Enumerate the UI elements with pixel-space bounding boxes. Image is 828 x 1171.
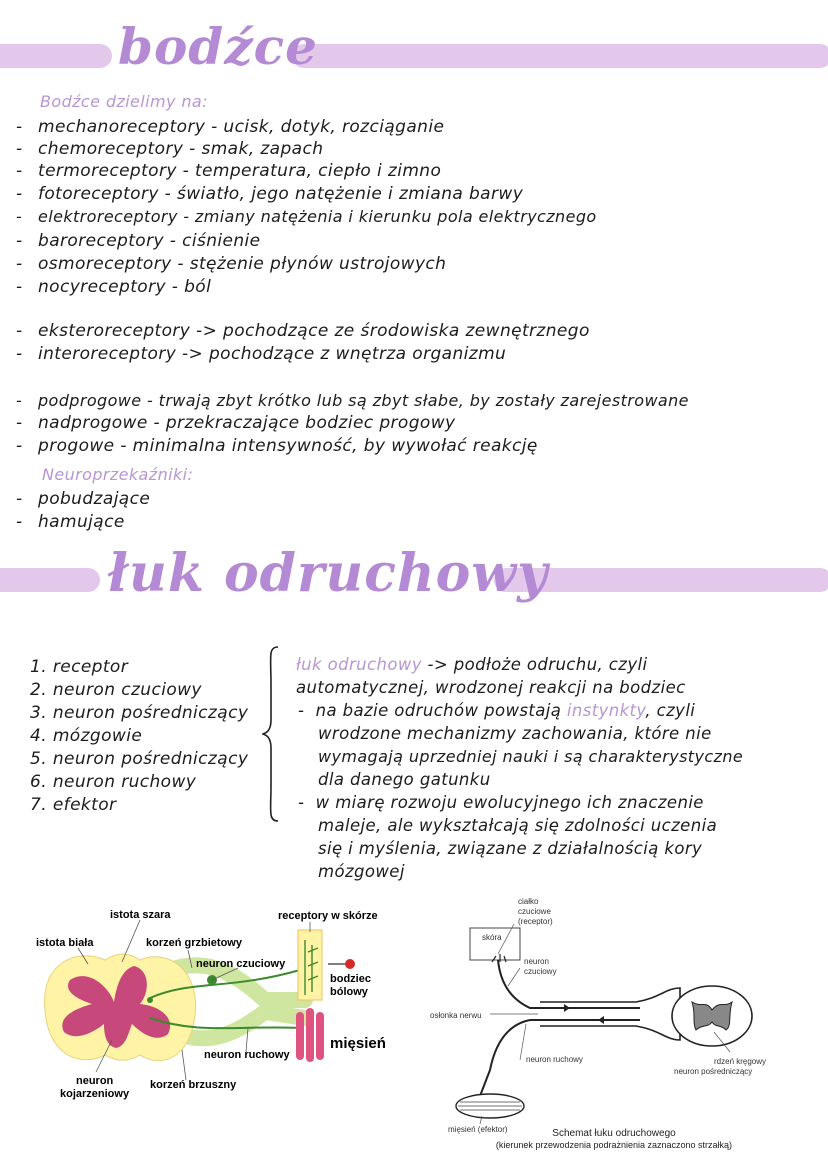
- label-neuron-czuciowy: neuron czuciowy: [196, 958, 286, 970]
- list-item: 5. neuron pośredniczący: [30, 749, 249, 769]
- curly-brace: [262, 645, 282, 823]
- label-skora: skóra: [482, 933, 502, 942]
- label-czuciowy: czuciowy: [524, 967, 557, 976]
- list-item: - termoreceptory - temperatura, ciepło i zimno: [16, 161, 442, 181]
- term-luk-odruchowy: łuk odruchowy: [296, 655, 422, 674]
- reflex-arc-steps: [30, 656, 248, 817]
- label-miesien-efektor: mięsień (efektor): [448, 1125, 508, 1134]
- list-item: - mechanoreceptory - ucisk, dotyk, rozciąganie: [16, 117, 445, 137]
- list-item: - podprogowe - trwają zbyt krótko lub są zbyt słabe, by zostały zarejestrowane: [16, 391, 689, 410]
- neuro-label: Neuroprzekaźniki:: [42, 465, 194, 484]
- label-neuron: neuron: [76, 1075, 114, 1087]
- list-item: 2. neuron czuciowy: [30, 680, 202, 700]
- section-title-luk-odruchowy: łuk odruchowy: [108, 543, 549, 604]
- section-title-bodzce: bodźce: [118, 17, 318, 76]
- label-neuron-ruchowy: neuron ruchowy: [526, 1055, 583, 1064]
- label-neuron-ruchowy: neuron ruchowy: [204, 1049, 290, 1061]
- list-item: 3. neuron pośredniczący: [30, 703, 249, 723]
- list-item: - baroreceptory - ciśnienie: [16, 231, 261, 251]
- term-instynkty: instynkty: [566, 701, 646, 720]
- label-korzen-brzuszny: korzeń brzuszny: [150, 1079, 237, 1091]
- label-cialko: ciałko: [518, 897, 539, 906]
- caption-title: Schemat łuku odruchowego: [552, 1128, 676, 1139]
- list-item: - nocyreceptory - ból: [16, 277, 212, 297]
- muscle-icon: [296, 1008, 324, 1062]
- list-item: - interoreceptory -> pochodzące z wnętrza organizmu: [16, 344, 507, 364]
- list-item: 4. mózgowie: [30, 726, 143, 746]
- list-item: - progowe - minimalna intensywność, by wywołać reakcję: [16, 436, 538, 456]
- header-bar-left-2: [0, 568, 100, 592]
- label-receptor: (receptor): [518, 917, 553, 926]
- list-item: - elektroreceptory - zmiany natężenia i kierunku pola elektrycznego: [16, 207, 597, 226]
- header-bar-left: [0, 44, 112, 68]
- list-item: - fotoreceptory - światło, jego natężenie i zmiana barwy: [16, 184, 524, 204]
- list-item: - eksteroreceptory -> pochodzące ze środowiska zewnętrznego: [16, 321, 590, 341]
- spinal-reflex-diagram: [0, 900, 420, 1115]
- list-item: - hamujące: [16, 512, 125, 532]
- header-bar-right: [292, 44, 828, 68]
- list-item: - osmoreceptory - stężenie płynów ustrojowych: [16, 254, 447, 274]
- label-miesien: mięsień: [330, 1035, 386, 1052]
- list-item: 1. receptor: [30, 657, 129, 677]
- list-item: 7. efektor: [30, 795, 117, 815]
- label-czuciowe: czuciowe: [518, 907, 551, 916]
- list-item: - pobudzające: [16, 489, 151, 509]
- label-rdzen-kregowy: rdzeń kręgowy: [714, 1057, 767, 1066]
- intro-label: Bodźce dzielimy na:: [40, 92, 208, 111]
- reflex-arc-schematic: [430, 890, 820, 1160]
- label-istota-biala: istota biała: [36, 937, 94, 949]
- label-kojarzeniowy: kojarzeniowy: [60, 1088, 130, 1100]
- label-neuron-posredniczacy: neuron pośredniczący: [674, 1067, 753, 1076]
- list-item: - nadprogowe - przekraczające bodziec progowy: [16, 413, 456, 433]
- label-istota-szara: istota szara: [110, 909, 171, 921]
- label-oslonka-nerwu: osłonka nerwu: [430, 1011, 482, 1020]
- label-bodziec: bodziec: [330, 973, 371, 985]
- label-bolowy: bólowy: [330, 986, 368, 998]
- pin-icon: [328, 959, 355, 969]
- label-receptory: receptory w skórze: [278, 910, 378, 922]
- caption-subtitle: (kierunek przewodzenia podrażnienia zaznaczono strzałką): [495, 1140, 733, 1150]
- list-item: - chemoreceptory - smak, zapach: [16, 139, 324, 159]
- label-korzen-grzbietowy: korzeń grzbietowy: [146, 937, 242, 949]
- reflex-arc-description: łuk odruchowy -> podłoże odruchu, czyli automatycznej, wrodzonej reakcji na bodziec - na bazie odruchów powstają instynkty, czyli wrodzone mechanizmy zachowania, które nie wymagają uprzedniej nauki i są charakterystyczne dla danego gatunku - w miarę rozwoju ewolucyjnego ich znaczenie maleje, ale wykształcają się zdolności uczenia się i myślenia, związane z działalnością kory mózgowej: [296, 655, 744, 881]
- list-item: 6. neuron ruchowy: [30, 772, 197, 792]
- label-neuron: neuron: [524, 957, 549, 966]
